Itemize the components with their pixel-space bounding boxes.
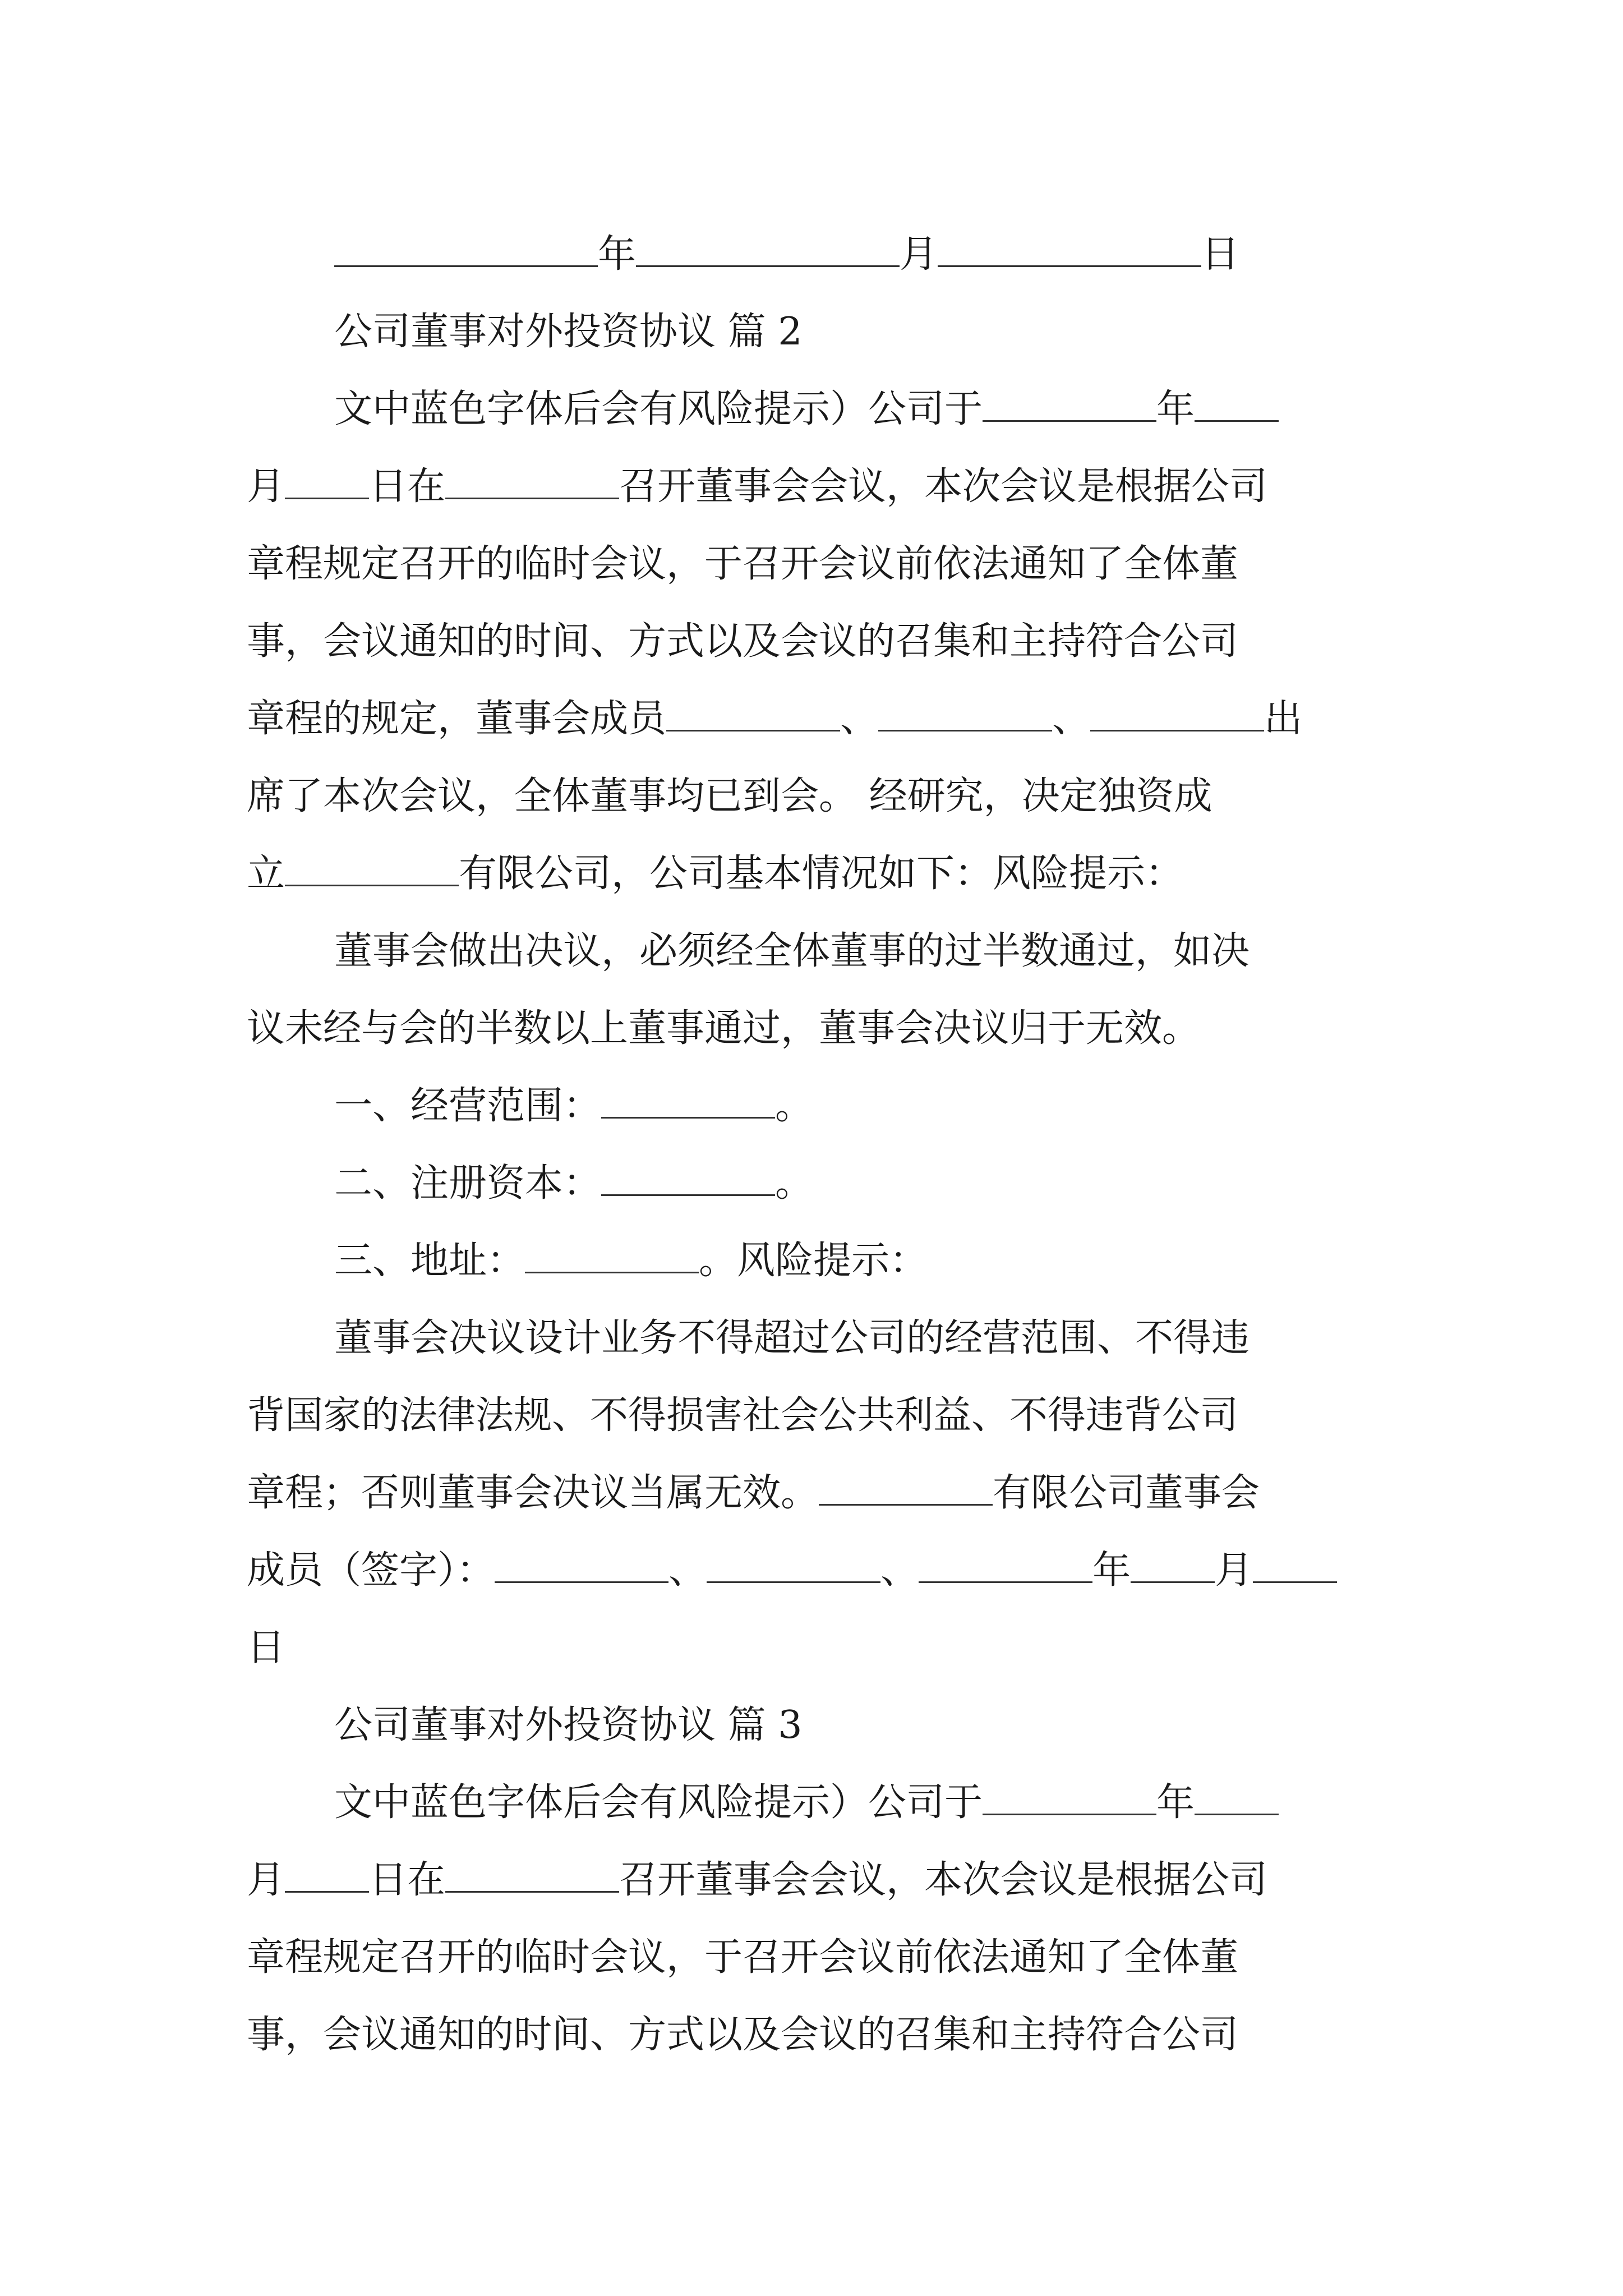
paragraph-line: 事，会议通知的时间、方式以及会议的召集和主持符合公司 (247, 619, 1239, 664)
blank-field (1195, 1779, 1279, 1815)
paragraph-line: 文中蓝色字体后会有风险提示）公司于 年 (247, 371, 1380, 448)
day-label: 日 (1201, 232, 1240, 277)
blank-field (1090, 695, 1264, 731)
document-body (247, 216, 1380, 2074)
list-item: 一、经营范围： 。 (247, 1068, 1380, 1145)
list-item: 三、地址： 。风险提示： (247, 1222, 1380, 1300)
blank-field (878, 695, 1052, 731)
blank-field (707, 1547, 880, 1583)
paragraph-line: 月 日在 召开董事会会议，本次会议是根据公司 (247, 448, 1380, 526)
section-heading-2: 公司董事对外投资协议 篇 2 (334, 310, 803, 354)
paragraph-line: 章程；否则董事会决议当属无效。 有限公司董事会 (247, 1455, 1380, 1532)
blank-field (525, 1237, 699, 1273)
blank-field (666, 695, 840, 731)
blank-field (601, 1082, 775, 1119)
paragraph-line: 事，会议通知的时间、方式以及会议的召集和主持符合公司 (247, 2013, 1239, 2057)
paragraph-line: 董事会决议设计业务不得超过公司的经营范围、不得违 (334, 1316, 1250, 1360)
blank-field (445, 1856, 619, 1893)
paragraph-line: 董事会做出决议，必须经全体董事的过半数通过，如决 (334, 929, 1250, 973)
paragraph-line: 议未经与会的半数以上董事通过，董事会决议归于无效。 (247, 1006, 1201, 1051)
blank-field (919, 1547, 1092, 1583)
blank-field (1195, 385, 1279, 422)
blank-field (495, 1547, 668, 1583)
date-line (247, 216, 1380, 293)
blank-field (334, 231, 598, 267)
paragraph-line: 章程的规定，董事会成员 、 、 出 (247, 680, 1380, 758)
section-heading-3: 公司董事对外投资协议 篇 3 (334, 1703, 803, 1747)
paragraph-line: 日 (247, 1626, 285, 1670)
paragraph-line: 席了本次会议，全体董事均已到会。 经研究，决定独资成 (247, 774, 1212, 818)
blank-field (1253, 1547, 1337, 1583)
blank-field (1131, 1547, 1215, 1583)
paragraph-line: 文中蓝色字体后会有风险提示）公司于 年 (247, 1764, 1380, 1842)
paragraph-line: 立 有限公司，公司基本情况如下：风险提示： (247, 835, 1380, 913)
blank-field (983, 1779, 1156, 1815)
paragraph-line: 章程规定召开的临时会议，于召开会议前依法通知了全体董 (247, 1935, 1239, 1980)
blank-field (938, 231, 1201, 267)
blank-field (983, 385, 1156, 422)
paragraph-line: 背国家的法律法规、不得损害社会公共利益、不得违背公司 (247, 1393, 1239, 1438)
blank-field (819, 1469, 993, 1506)
blank-field (445, 463, 619, 499)
blank-field (601, 1159, 775, 1196)
paragraph-line: 章程规定召开的临时会议，于召开会议前依法通知了全体董 (247, 542, 1239, 586)
blank-field (285, 1856, 369, 1893)
month-label: 月 (900, 232, 938, 277)
list-item: 二、注册资本： 。 (247, 1145, 1380, 1222)
blank-field (285, 463, 369, 499)
year-label: 年 (598, 232, 637, 277)
blank-field (636, 231, 900, 267)
blank-field (285, 850, 459, 886)
paragraph-line: 月 日在 召开董事会会议，本次会议是根据公司 (247, 1842, 1380, 1919)
paragraph-line: 成员（签字）： 、 、 年 月 (247, 1532, 1380, 1609)
